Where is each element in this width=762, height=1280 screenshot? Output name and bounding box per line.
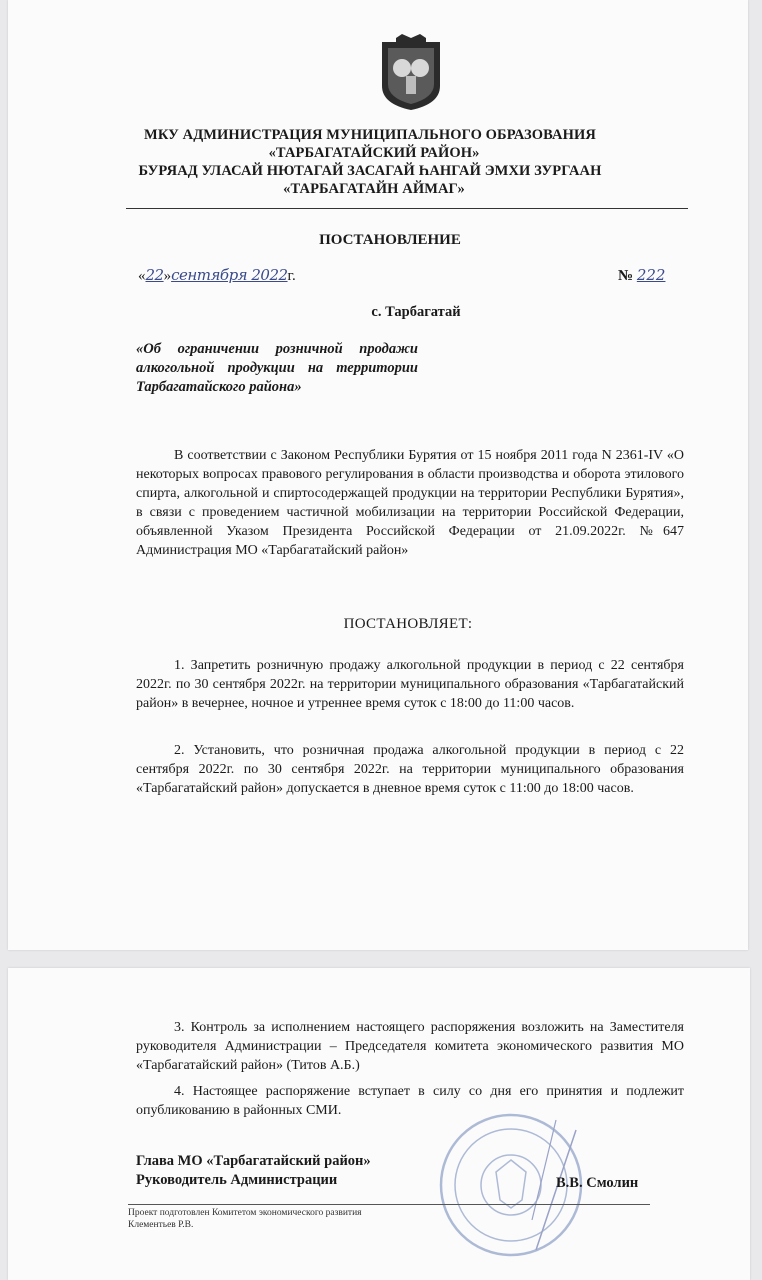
footer-line-2: Клементьев Р.В. xyxy=(128,1220,194,1230)
header-line-1: МКУ АДМИНИСТРАЦИЯ МУНИЦИПАЛЬНОГО ОБРАЗОВАНИЯ xyxy=(144,127,596,143)
footer-line-1: Проект подготовлен Комитетом экономического развития xyxy=(128,1208,362,1218)
document-place: с. Тарбагатай xyxy=(371,304,461,320)
list-item-3: 3. Контроль за исполнением настоящего распоряжения возложить на Заместителя руководителя Администрации – Председателя комитета экономического развития МО «Тарбагатайский район» (Титов А.Б.) xyxy=(136,1020,684,1073)
header-line-2: «ТАРБАГАТАЙСКИЙ РАЙОН» xyxy=(268,145,480,161)
document-date: «22»сентября 2022г. xyxy=(138,266,296,284)
document-page-2 xyxy=(8,968,750,1280)
document-subject: «Об ограничении розничной продажи алкогольной продукции на территории Тарбагатайского района» xyxy=(136,341,418,395)
signatory-position-1: Глава МО «Тарбагатайский район» xyxy=(136,1153,371,1169)
document-title: ПОСТАНОВЛЕНИЕ xyxy=(319,232,461,248)
header-rule xyxy=(126,208,688,209)
signatory-position-2: Руководитель Администрации xyxy=(136,1172,338,1188)
list-item-4: 4. Настоящее распоряжение вступает в силу со дня его принятия и подлежит опубликованию в районных СМИ. xyxy=(136,1084,684,1118)
signatory-name: В.В. Смолин xyxy=(556,1175,639,1191)
document-number: № 222 xyxy=(618,266,666,284)
list-item-1: 1. Запретить розничную продажу алкогольной продукции в период с 22 сентября 2022г. по 30 сентября 2022г. на территории муниципального образования «Тарбагатайский район» в вечернее, ночное и утреннее время суток с 18:00 до 11:00 часов. xyxy=(136,658,684,711)
list-item-2: 2. Установить, что розничная продажа алкогольной продукции в период с 22 сентября 2022г. по 30 сентября 2022г. на территории муниципального образования «Тарбагатайский район» допускается в дневное время суток с 11:00 до 18:00 часов. xyxy=(136,743,684,796)
resolves-heading: ПОСТАНОВЛЯЕТ: xyxy=(343,616,473,632)
preamble-paragraph: В соответствии с Законом Республики Бурятия от 15 ноября 2011 года N 2361-IV «О некоторых вопросах правового регулирования в области производства и оборота этилового спирта, алкогольной и спиртосодержащей продукции на территории Республики Бурятия», в связи с проведением частичной мобилизации на территории Российской Федерации, объявленной Указом Президента Российской Федерации от 21.09.2022г. №647 Администрация МО «Тарбагатайский район» xyxy=(136,448,684,558)
coat-of-arms-emblem xyxy=(378,34,444,112)
header-line-4: «ТАРБАГАТАЙН АЙМАГ» xyxy=(283,181,465,197)
header-line-3: БУРЯАД УЛАСАЙ НЮТАГАЙ ЗАСАГАЙ ҺАНГАЙ ЭМХИ ЗУРГААН xyxy=(138,163,602,179)
footer-rule xyxy=(128,1204,650,1205)
